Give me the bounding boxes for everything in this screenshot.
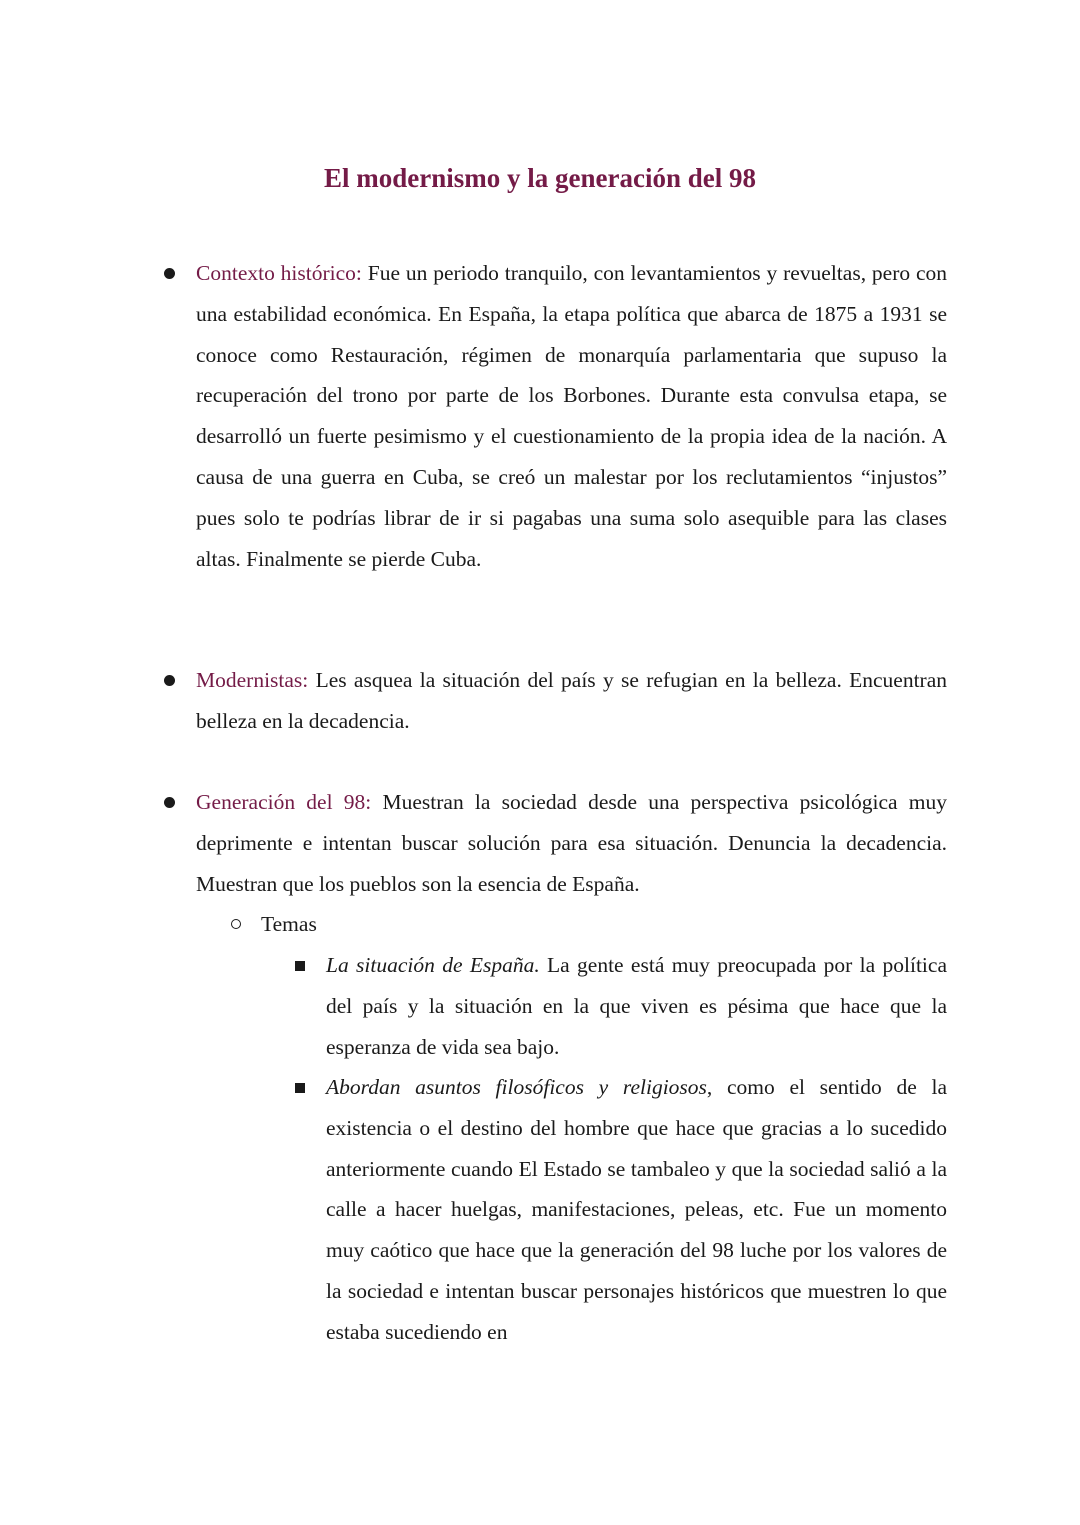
circle-bullet-icon: [231, 919, 241, 929]
bullet-disc-icon: [164, 675, 175, 686]
section-generacion-98: [196, 782, 947, 904]
section-text: Fue un periodo tranquilo, con levantamientos y revueltas, pero con una estabilidad económica. En España, la etapa política que abarca de 1875 a 1931 se conoce como Restauración, régimen de monarquía parlamentaria que supuso la recuperación del trono por parte de los Borbones. Durante esta convulsa etapa, se desarrolló un fuerte pesimismo y el cuestionamiento de la propia idea de la nación. A causa de una guerra en Cuba, se creó un malestar por los reclutamientos “injustos” pues solo te podrías librar de ir si pagabas una suma solo asequible para las clases altas. Finalmente se pierde Cuba.: [196, 261, 948, 571]
bullet-disc-icon: [164, 797, 175, 808]
item-text: La gente está muy preocupada por la política del país y la situación en la que viven es pésima que hace que la esperanza de vida sea bajo.: [326, 953, 947, 1059]
section-contexto-historico: [196, 253, 947, 579]
section-label: Modernistas:: [196, 668, 309, 692]
section-label: Generación del 98:: [196, 790, 372, 814]
subheading-temas: Temas: [261, 912, 317, 936]
section-text: Muestran la sociedad desde una perspectiva psicológica muy deprimente e intentan buscar solución para esa situación. Denuncia la decadencia. Muestran que los pueblos son la esencia de España.: [196, 790, 948, 896]
bullet-disc-icon: [164, 268, 175, 279]
square-bullet-icon: [295, 961, 305, 971]
square-bullet-icon: [295, 1083, 305, 1093]
item-text: , como el sentido de la existencia o el destino del hombre que hace que gracias a lo sucedido anteriormente cuando El Estado se tambaleo y que la sociedad salió a la calle a hacer huelgas, manifestaciones, peleas, etc. Fue un momento muy caótico que hace que la generación del 98 luche por los valores de la sociedad e intentan buscar personajes históricos que muestren lo que estaba sucediendo en: [326, 1075, 947, 1344]
page-title: El modernismo y la generación del 98: [324, 163, 756, 193]
list-item: [326, 945, 947, 1067]
section-label: Contexto histórico:: [196, 261, 362, 285]
item-italic-lead: La situación de España.: [326, 953, 540, 977]
list-item: [326, 1067, 947, 1353]
section-modernistas: [196, 660, 947, 742]
section-text: Les asquea la situación del país y se refugian en la belleza. Encuentran belleza en la decadencia.: [196, 668, 948, 733]
item-italic-lead: Abordan asuntos filosóficos y religiosos: [326, 1075, 707, 1099]
